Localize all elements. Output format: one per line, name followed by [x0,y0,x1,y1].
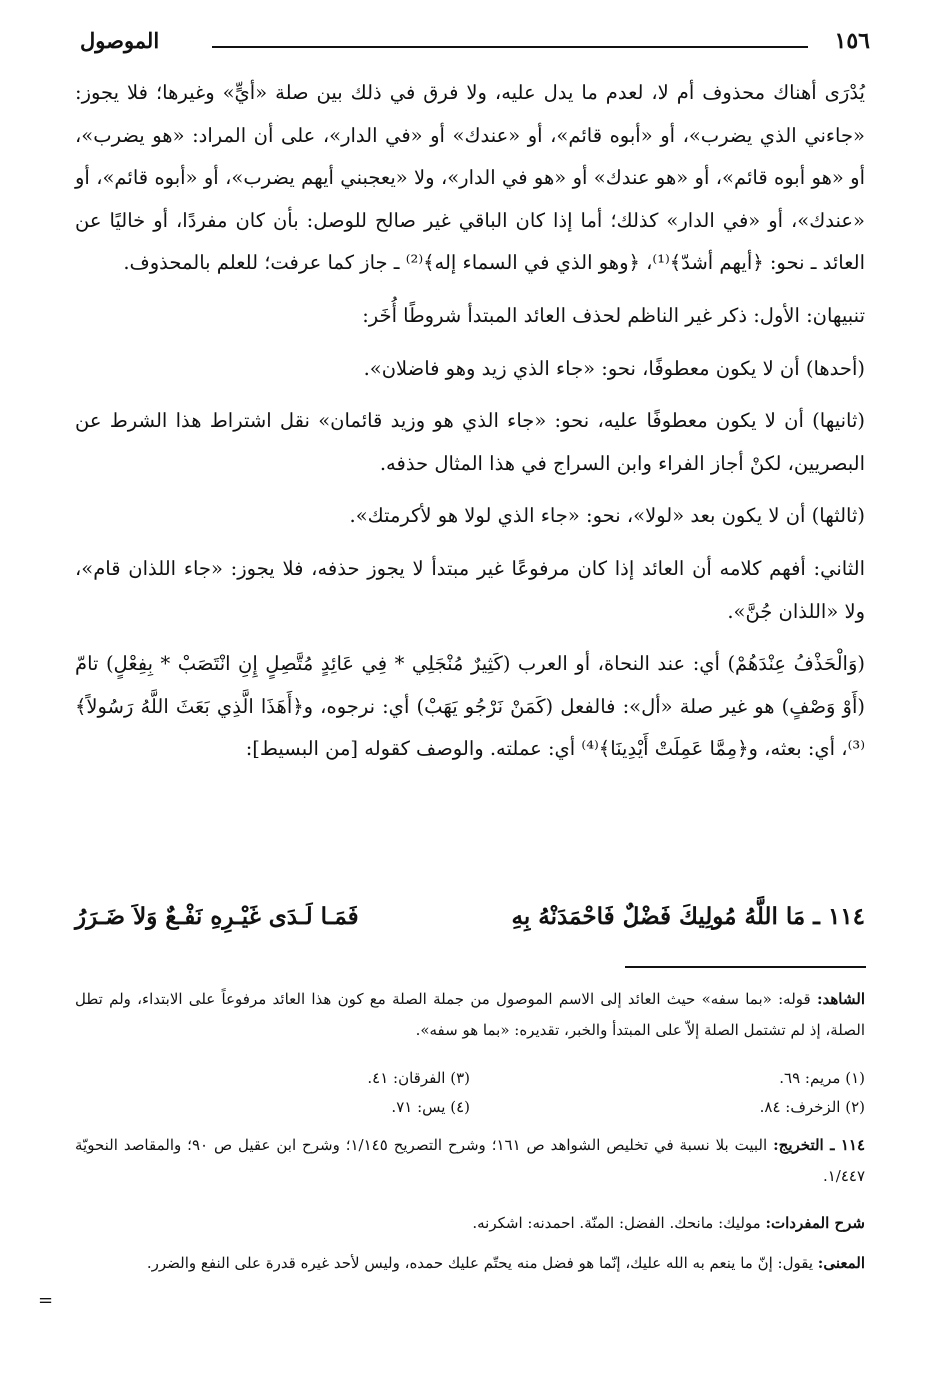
mana-text: يقول: إنّ ما ينعم به الله عليك، إنّما هو فضل منه يحتّم عليك حمده، وليس لأحد غيره قدرة على النفع والضرر. [146,1254,813,1272]
footnote-shahid [75,984,865,1046]
main-text [75,72,865,771]
page-number: ١٥٦ [834,28,870,54]
mufradat-text: موليك: مانحك. الفضل: المنّة. احمدنه: اشكرنه. [472,1214,761,1232]
paragraph: تنبيهان: الأول: ذكر غير الناظم لحذف العائد المبتدأ شروطًا أُخَر: [362,303,865,327]
poetry-verse [75,895,865,939]
takhrij-text: البيت بلا نسبة في تخليص الشواهد ص ١٦١؛ وشرح التصريح ١/١٤٥؛ وشرح ابن عقيل ص ٩٠؛ والمقاصد النحويّة ١/٤٤٧. [75,1136,865,1185]
takhrij-label: ١١٤ ـ التخريج: [773,1136,866,1154]
reference-1: (١) مريم: ٦٩. [779,1069,865,1087]
footnote-mana [75,1248,865,1279]
shahid-text: قوله: «بما سفه» حيث العائد إلى الاسم الموصول من جملة الصلة مع كون هذا العائد مرفوعاً على الابتداء، ولم تطل الصلة، إذ لم تشتمل الصلة إلاّ على المبتدأ والخبر، تقديره: «بما هو سفه». [75,990,865,1039]
shahid-label: الشاهد: [816,990,865,1008]
mufradat-label: شرح المفردات: [765,1214,865,1232]
paragraph: (ثانيها) أن لا يكون معطوفًا عليه، نحو: «جاء الذي هو وزيد قائمان» نقل اشتراط هذا الشرط عن البصريين، لكنْ أجاز الفراء وابن السراج في هذا المثال حذفه. [75,409,865,475]
reference-2: (٢) الزخرف: ٨٤. [759,1098,865,1116]
verse-second-hemistich: فَمَـا لَـدَى غَيْـرِهِ نَفْـعٌ وَلاَ ضَـرَرُ [75,903,359,930]
paragraph: الثاني: أفهم كلامه أن العائد إذا كان مرفوعًا غير مبتدأ لا يجوز حذفه، فلا يجوز: «جاء اللذان قام»، ولا «اللذان جُنَّ». [75,556,865,623]
reference-3: (٣) الفرقان: ٤١. [367,1069,470,1087]
paragraph: (أحدها) أن لا يكون معطوفًا، نحو: «جاء الذي زيد وهو فاضلان». [363,356,865,380]
reference-4: (٤) يس: ٧١. [391,1098,470,1116]
paragraph: (ثالثها) أن لا يكون بعد «لولا»، نحو: «جاء الذي لولا هو لأكرمتك». [349,504,865,528]
footnote-takhrij [75,1130,865,1192]
page-header [60,22,870,58]
footnote-mufradat [75,1208,865,1239]
margin-mark: = [38,1290,54,1311]
footnote-references [75,1064,865,1124]
paragraph: (وَالْحَذْفُ عِنْدَهُمْ) أي: عند النحاة، أو العرب (كَثِيرٌ مُنْجَلِي * فِي عَائِدٍ مُتَّصِلٍ إِنِ انْتَصَبْ * بِفِعْلٍ) تامّ (أَوْ وَصْفٍ) هو غير صلة «أل»: فالفعل (كَمَنْ نَرْجُو يَهَبْ) أي: نرجوه، و﴿أَهَذَا الَّذِي بَعَثَ اللَّهُ رَسُولاً﴾⁽³⁾، أي: بعثه، و﴿مِمَّا عَمِلَتْ أَيْدِينَا﴾⁽⁴⁾ أي: عملته. والوصف كقوله [من البسيط]: [75,652,865,761]
chapter-title: الموصول [80,28,160,53]
header-rule [212,46,808,48]
paragraph: يُدْرَى أهناك محذوف أم لا، لعدم ما يدل عليه، ولا فرق في ذلك بين صلة «أيٍّ» وغيرها؛ فلا يجوز: «جاءني الذي يضرب»، أو «أبوه قائم»، أو «عندك» أو «في الدار»، على أن المراد: «هو يضرب»، أو «هو أبوه قائم»، أو «هو عندك» أو «هو في الدار»، ولا «يعجبني أيهم يضرب»، أو «أبوه قائم»، أو «عندك»، أو «في الدار» كذلك؛ أما إذا كان الباقي غير صالح للوصل: بأن كان مفردًا، أو خاليًا عن العائد ـ نحو: ﴿أيهم أشدّ﴾⁽¹⁾، ﴿وهو الذي في السماء إله﴾⁽²⁾ ـ جاز كما عرفت؛ للعلم بالمحذوف. [75,81,865,275]
mana-label: المعنى: [817,1254,865,1272]
footnote-separator [625,966,866,968]
verse-first-hemistich: ١١٤ ـ مَا اللَّهُ مُولِيكَ فَضْلٌ فَاحْمَدَنْهُ بِهِ [511,903,865,930]
